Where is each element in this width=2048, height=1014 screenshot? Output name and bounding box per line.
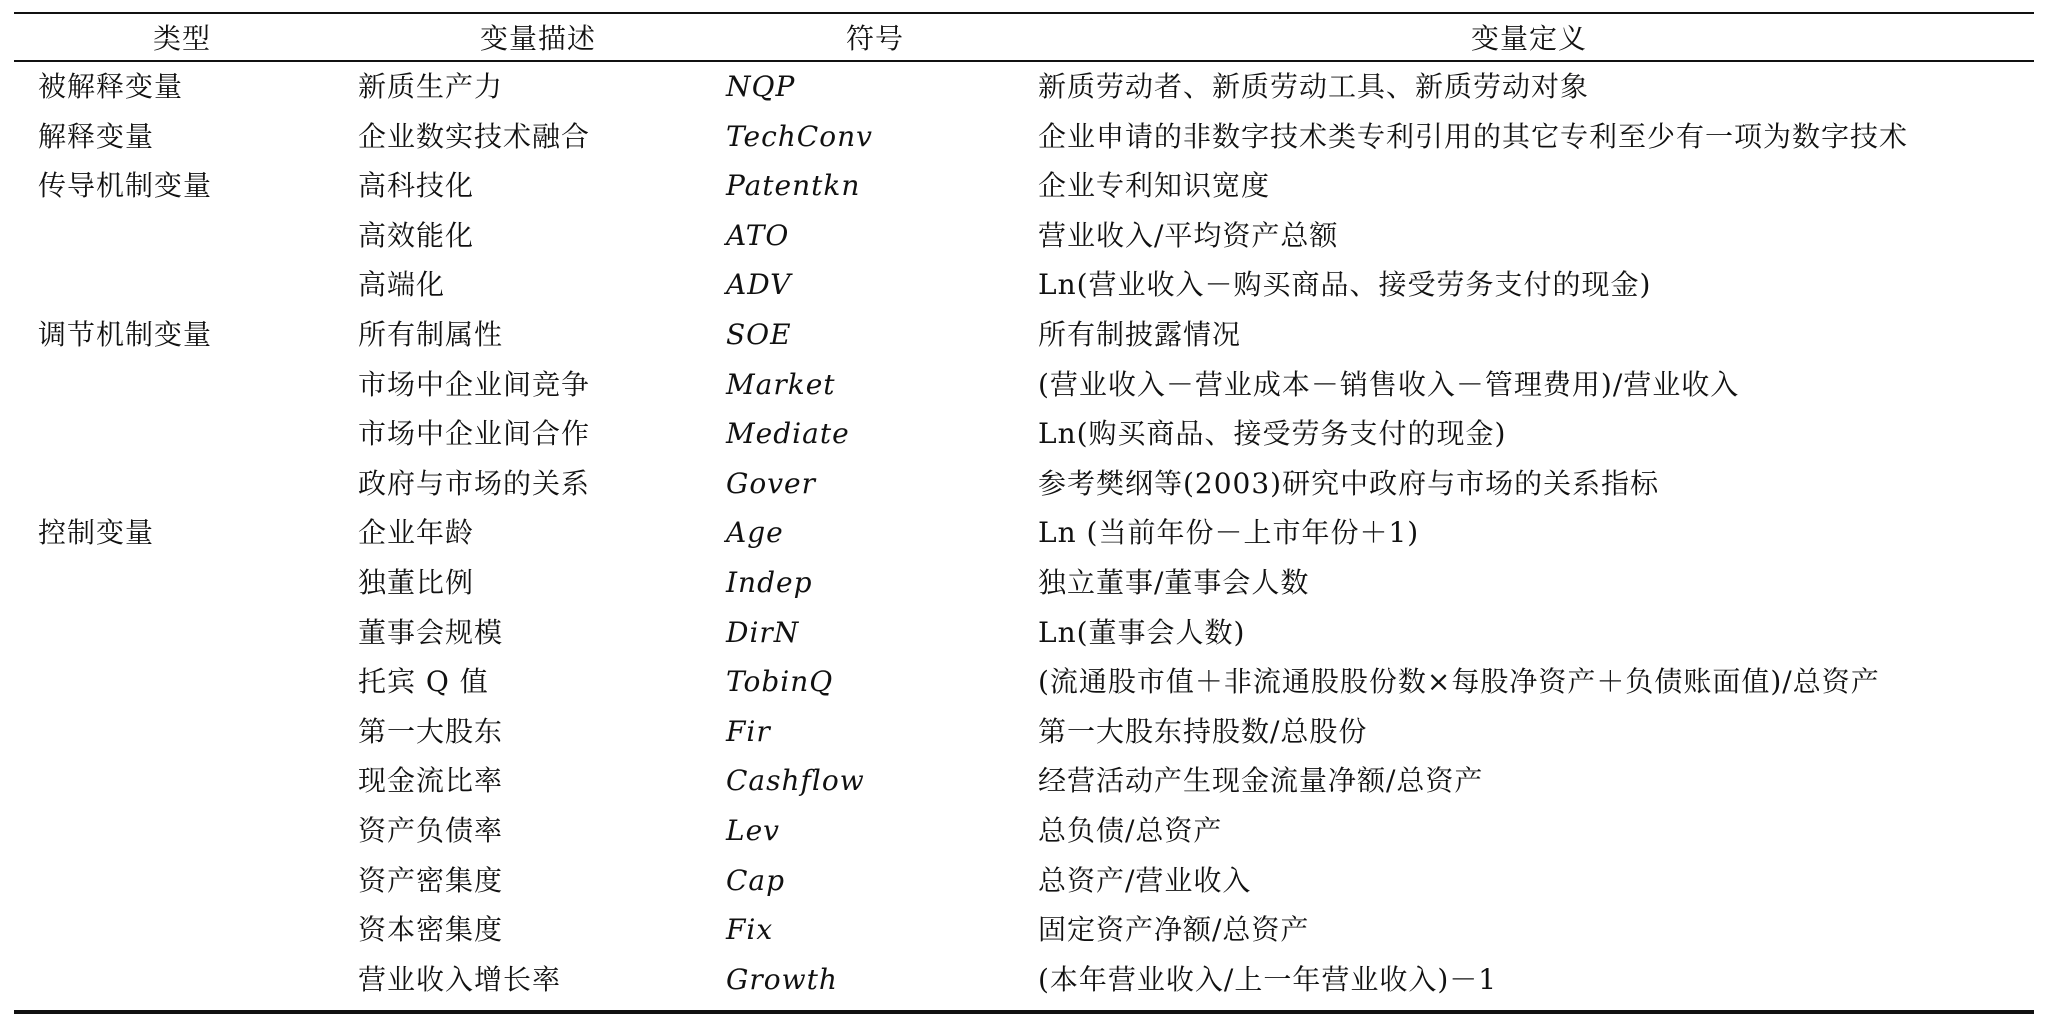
table-row bbox=[14, 508, 2034, 558]
table-row bbox=[14, 608, 2034, 658]
header-definition: 变量定义 bbox=[1470, 22, 1587, 55]
table-row bbox=[14, 856, 2034, 906]
cell-symbol: Age bbox=[726, 516, 784, 550]
cell-type bbox=[14, 806, 350, 856]
cell-type bbox=[14, 955, 350, 1005]
cell-type bbox=[14, 707, 350, 757]
cell-description: 企业年龄 bbox=[358, 516, 475, 550]
cell-definition: Ln(购买商品、接受劳务支付的现金) bbox=[1038, 417, 1507, 451]
cell-type: 解释变量 bbox=[38, 119, 155, 153]
table-row bbox=[14, 558, 2034, 608]
cell-definition: 营业收入/平均资产总额 bbox=[1038, 218, 1339, 252]
cell-type bbox=[14, 211, 350, 261]
cell-description: 市场中企业间合作 bbox=[358, 417, 591, 451]
cell-symbol: Gover bbox=[726, 466, 816, 500]
cell-type bbox=[14, 360, 350, 410]
cell-symbol: Growth bbox=[726, 962, 838, 996]
cell-symbol: SOE bbox=[726, 317, 792, 351]
cell-symbol: Cap bbox=[726, 863, 786, 897]
cell-definition: Ln(董事会人数) bbox=[1038, 615, 1246, 649]
table-row bbox=[14, 161, 2034, 211]
cell-description: 资产负债率 bbox=[358, 813, 504, 847]
variable-definition-table bbox=[14, 12, 2034, 1014]
cell-description: 现金流比率 bbox=[358, 764, 504, 798]
cell-definition: 经营活动产生现金流量净额/总资产 bbox=[1038, 764, 1484, 798]
table-row bbox=[14, 211, 2034, 261]
cell-description: 高科技化 bbox=[358, 169, 475, 203]
cell-description: 新质生产力 bbox=[358, 70, 504, 103]
cell-description: 企业数实技术融合 bbox=[358, 119, 591, 153]
cell-symbol: TobinQ bbox=[726, 665, 834, 699]
cell-description: 独董比例 bbox=[358, 565, 475, 599]
cell-type: 调节机制变量 bbox=[38, 317, 213, 351]
cell-type bbox=[14, 459, 350, 509]
cell-type bbox=[14, 905, 350, 955]
header-symbol: 符号 bbox=[845, 22, 904, 55]
cell-definition: (营业收入－营业成本－销售收入－管理费用)/营业收入 bbox=[1038, 367, 1740, 401]
cell-symbol: Fir bbox=[726, 714, 771, 748]
bottom-rule bbox=[14, 1010, 2034, 1014]
header-description: 变量描述 bbox=[479, 22, 596, 55]
cell-symbol: ADV bbox=[726, 268, 792, 302]
cell-type bbox=[14, 756, 350, 806]
header-row bbox=[14, 14, 2034, 60]
cell-definition: 总资产/营业收入 bbox=[1038, 863, 1252, 897]
cell-description: 董事会规模 bbox=[358, 615, 504, 649]
table-row bbox=[14, 459, 2034, 509]
cell-definition: 企业申请的非数字技术类专利引用的其它专利至少有一项为数字技术 bbox=[1038, 119, 1909, 153]
table-row bbox=[14, 360, 2034, 410]
table-row bbox=[14, 260, 2034, 310]
header-type: 类型 bbox=[152, 22, 211, 55]
cell-definition: 总负债/总资产 bbox=[1038, 813, 1223, 847]
cell-type bbox=[14, 260, 350, 310]
cell-definition: 企业专利知识宽度 bbox=[1038, 169, 1271, 203]
table-row bbox=[14, 310, 2034, 360]
cell-type bbox=[14, 657, 350, 707]
table-row bbox=[14, 756, 2034, 806]
cell-symbol: Indep bbox=[726, 565, 813, 599]
cell-description: 市场中企业间竞争 bbox=[358, 367, 591, 401]
cell-description: 第一大股东 bbox=[358, 714, 504, 748]
cell-definition: 参考樊纲等(2003)研究中政府与市场的关系指标 bbox=[1038, 466, 1660, 500]
cell-definition: 第一大股东持股数/总股份 bbox=[1038, 714, 1368, 748]
cell-description: 所有制属性 bbox=[358, 317, 504, 351]
cell-definition: 固定资产净额/总资产 bbox=[1038, 913, 1310, 947]
cell-type bbox=[14, 608, 350, 658]
cell-symbol: ATO bbox=[726, 218, 790, 252]
cell-definition: 独立董事/董事会人数 bbox=[1038, 565, 1310, 599]
cell-description: 资本密集度 bbox=[358, 913, 504, 947]
cell-symbol: Patentkn bbox=[726, 169, 861, 203]
cell-description: 政府与市场的关系 bbox=[358, 466, 591, 500]
cell-definition: (本年营业收入/上一年营业收入)－1 bbox=[1038, 962, 1498, 996]
cell-type: 传导机制变量 bbox=[38, 169, 213, 203]
table-row bbox=[14, 905, 2034, 955]
cell-definition: 新质劳动者、新质劳动工具、新质劳动对象 bbox=[1038, 70, 1590, 103]
cell-symbol: Fix bbox=[726, 913, 774, 947]
cell-type bbox=[14, 856, 350, 906]
cell-description: 资产密集度 bbox=[358, 863, 504, 897]
cell-description: 托宾 Q 值 bbox=[358, 665, 489, 699]
cell-description: 营业收入增长率 bbox=[358, 962, 562, 996]
table-body bbox=[14, 62, 2034, 1004]
cell-symbol: Cashflow bbox=[726, 764, 865, 798]
cell-symbol: DirN bbox=[726, 615, 800, 649]
cell-type bbox=[14, 409, 350, 459]
cell-symbol: NQP bbox=[726, 70, 796, 103]
cell-definition: Ln(营业收入－购买商品、接受劳务支付的现金) bbox=[1038, 268, 1652, 302]
cell-type bbox=[14, 558, 350, 608]
cell-symbol: TechConv bbox=[726, 119, 873, 153]
table-row bbox=[14, 409, 2034, 459]
cell-symbol: Mediate bbox=[726, 417, 850, 451]
table-row bbox=[14, 657, 2034, 707]
table-header bbox=[14, 14, 2034, 60]
table-body-wrap bbox=[14, 62, 2034, 1004]
table-row bbox=[14, 955, 2034, 1005]
cell-description: 高端化 bbox=[358, 268, 446, 302]
cell-definition: 所有制披露情况 bbox=[1038, 317, 1242, 351]
table-row bbox=[14, 707, 2034, 757]
table-row bbox=[14, 62, 2034, 112]
table-row bbox=[14, 112, 2034, 162]
cell-description: 高效能化 bbox=[358, 218, 475, 252]
cell-symbol: Lev bbox=[726, 813, 780, 847]
cell-definition: (流通股市值＋非流通股股份数×每股净资产＋负债账面值)/总资产 bbox=[1038, 665, 1880, 699]
cell-symbol: Market bbox=[726, 367, 836, 401]
table bbox=[14, 14, 2034, 60]
cell-definition: Ln (当前年份－上市年份＋1) bbox=[1038, 516, 1420, 550]
cell-type: 控制变量 bbox=[38, 516, 155, 550]
cell-type: 被解释变量 bbox=[38, 70, 184, 103]
table-row bbox=[14, 806, 2034, 856]
